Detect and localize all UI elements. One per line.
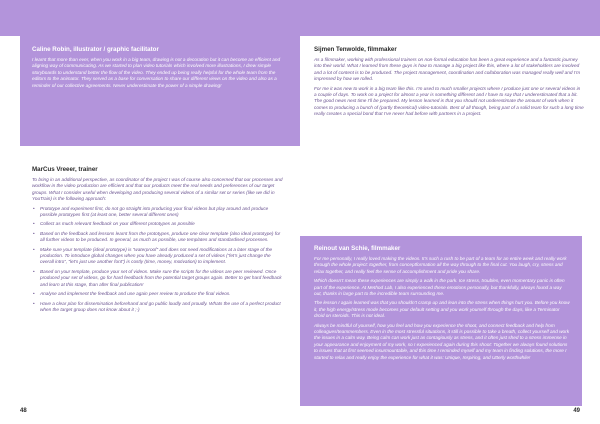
- list-item: • Have a clear plan for dissemination beforehand and go public loudly and proudly. Whats the use of a perfect product when the target group does not know about it ;-): [32, 301, 284, 314]
- intro-paragraph: To bring in an additional perspective, as coordinator of the project I was of course also concerned that our processes and workflow in the video production are efficient and that our products meet the real needs and preferences of our target groups. What I consider useful when developing and producing several videos of a similar set or series (like we did in YouTrain) is the following approach:: [32, 177, 283, 202]
- quote-author: Reinout van Schie, filmmaker: [314, 245, 401, 252]
- list-item: • Analyse and implement the feedback and use again peer review to produce the final videos.: [32, 291, 284, 297]
- quote-box: [300, 236, 582, 406]
- page-number: 49: [573, 408, 580, 414]
- quote-author: Caline Robin, illustrator / graphic facilitator: [32, 46, 159, 53]
- paragraph: Which doesn’t mean these experiences are simply a walk in the park. Ice stress, troubles, even momentary panic is often part of the experience. At Method Lab, I also experienced these emotions personally, but thankfully, always found a way out, thanks in large part to the incredible team surrounding me.: [314, 278, 565, 297]
- list-item: • Make sure your template (ideal prototype) is “waterproof” and does not need modifications at a later stage of the production. To introduce global changes when you have already produced a set of videos (“let’s just change the overall intro”, “let’s just use another font”) is costly (time, money, motivation) to implement.: [32, 247, 284, 266]
- paragraph: Always be mindful of yourself, how you feel and how you experience the shoot, and connect feedback and help from colleagues/teammembers. Even in the most stressful situations, it still is possible to take a breath, collect yourself and work the issues in a calm way. Being calm can work just as contagiously as stress, and it often just shed to a stress immense in your appearance and enjoyment of my work, so I experienced again during this shoot: Together we always found solutions to issues that at first seemed insurmountable, and this time I reminded myself and my team in finding solutions, the more I started to relax and really enjoy the experience for what it was: Unique, Inspiring, and Utterly worthwhile!: [314, 322, 570, 360]
- list-item: • Based on your template, produce your set of videos. Make sure the scripts for the videos are peer reviewed. Once produced your set of videos, go for hard feedback from the potential target groups again. Better to get hard feedback and learn at this stage, than after final publication!: [32, 269, 284, 288]
- list-item: • Collect as much relevant feedback on your different prototypes as possible: [32, 221, 284, 227]
- top-band: [300, 0, 600, 36]
- top-band: [0, 0, 300, 36]
- paragraph: For me personally, I really loved making the videos. It’s such a rush to be part of a team for an entire week and really work through the whole project: together, from conceptformation all the way through to the final cut. You laugh, cry, stress and relax together, and really feel the sense of accomplishment and pride you share.: [314, 256, 567, 274]
- page-number: 48: [20, 408, 27, 414]
- list-item: • Prototype and experiment first, do not go straight into producing your final videos but play around and produce possible prototypes first (at least one, better several different ones): [32, 206, 284, 219]
- right-page: [300, 0, 600, 424]
- paragraph: The lesson I again learned was that you shouldn’t cramp up and lean into the stress when things hurt you. Before you know it, the high energy/stress mode becomes your default setting and you work yourself through the days, like a Terminator droid on steroids. This is not ideal.: [314, 300, 570, 319]
- section-author: MarCus Vreeer, trainer: [32, 166, 98, 173]
- list-item: • Based on the feedback and lessons learnt from the prototypes, produce one clear template (also ideal prototype) for all further videos to be produced. In general, as much as possible, use templates and standardised processes.: [32, 231, 284, 244]
- paragraph: As a filmmaker, working with professional trainers on non-formal education has been a great experience and a fantastic journey into their world. What I learned from these guys is how to manage a big project like this, where a lot of stakeholders are involved and a lot of content is to be produced. The project management, coordination and collaboration was managed really well and I’m impressed by how we rolled.: [314, 57, 581, 82]
- quote-text: I learnt that more than ever, when you work in a big team, drawing is not a decoration but it can become an efficient and aligning way of communicating. As we started to plan video tutorials which involved more illustrations, I drew simple storyboards to understand better the flow of the video. They ended up being really helpful for the whole team from the editors to the animator. They served as a base for conversation to share our different views on the video and also as a reminder of our collective agreements. Never underestimate the power of a simple drawing!: [32, 57, 281, 88]
- filmmaker-section: [314, 46, 584, 121]
- trainer-section: [32, 166, 284, 316]
- paragraph: For me it was new to work in a big team like this. I’m used to much smaller projects where I produce just one or several videos in a couple of days. To work on a project for almost a year is something different and I have to say that I underestimated that a bit. The good news next time I’ll be prepared. My lesson learned is that you should not underestimate the amount of work when it comes to producing a bunch of (partly theoretical) video-tutorials. Best of all though, being part of a solid team for such a long time really creates a special bond that I’ve never had before with partners in a project.: [314, 85, 584, 117]
- section-author: Sijmen Tenwolde, filmmaker: [314, 46, 397, 53]
- quote-box: [20, 36, 300, 146]
